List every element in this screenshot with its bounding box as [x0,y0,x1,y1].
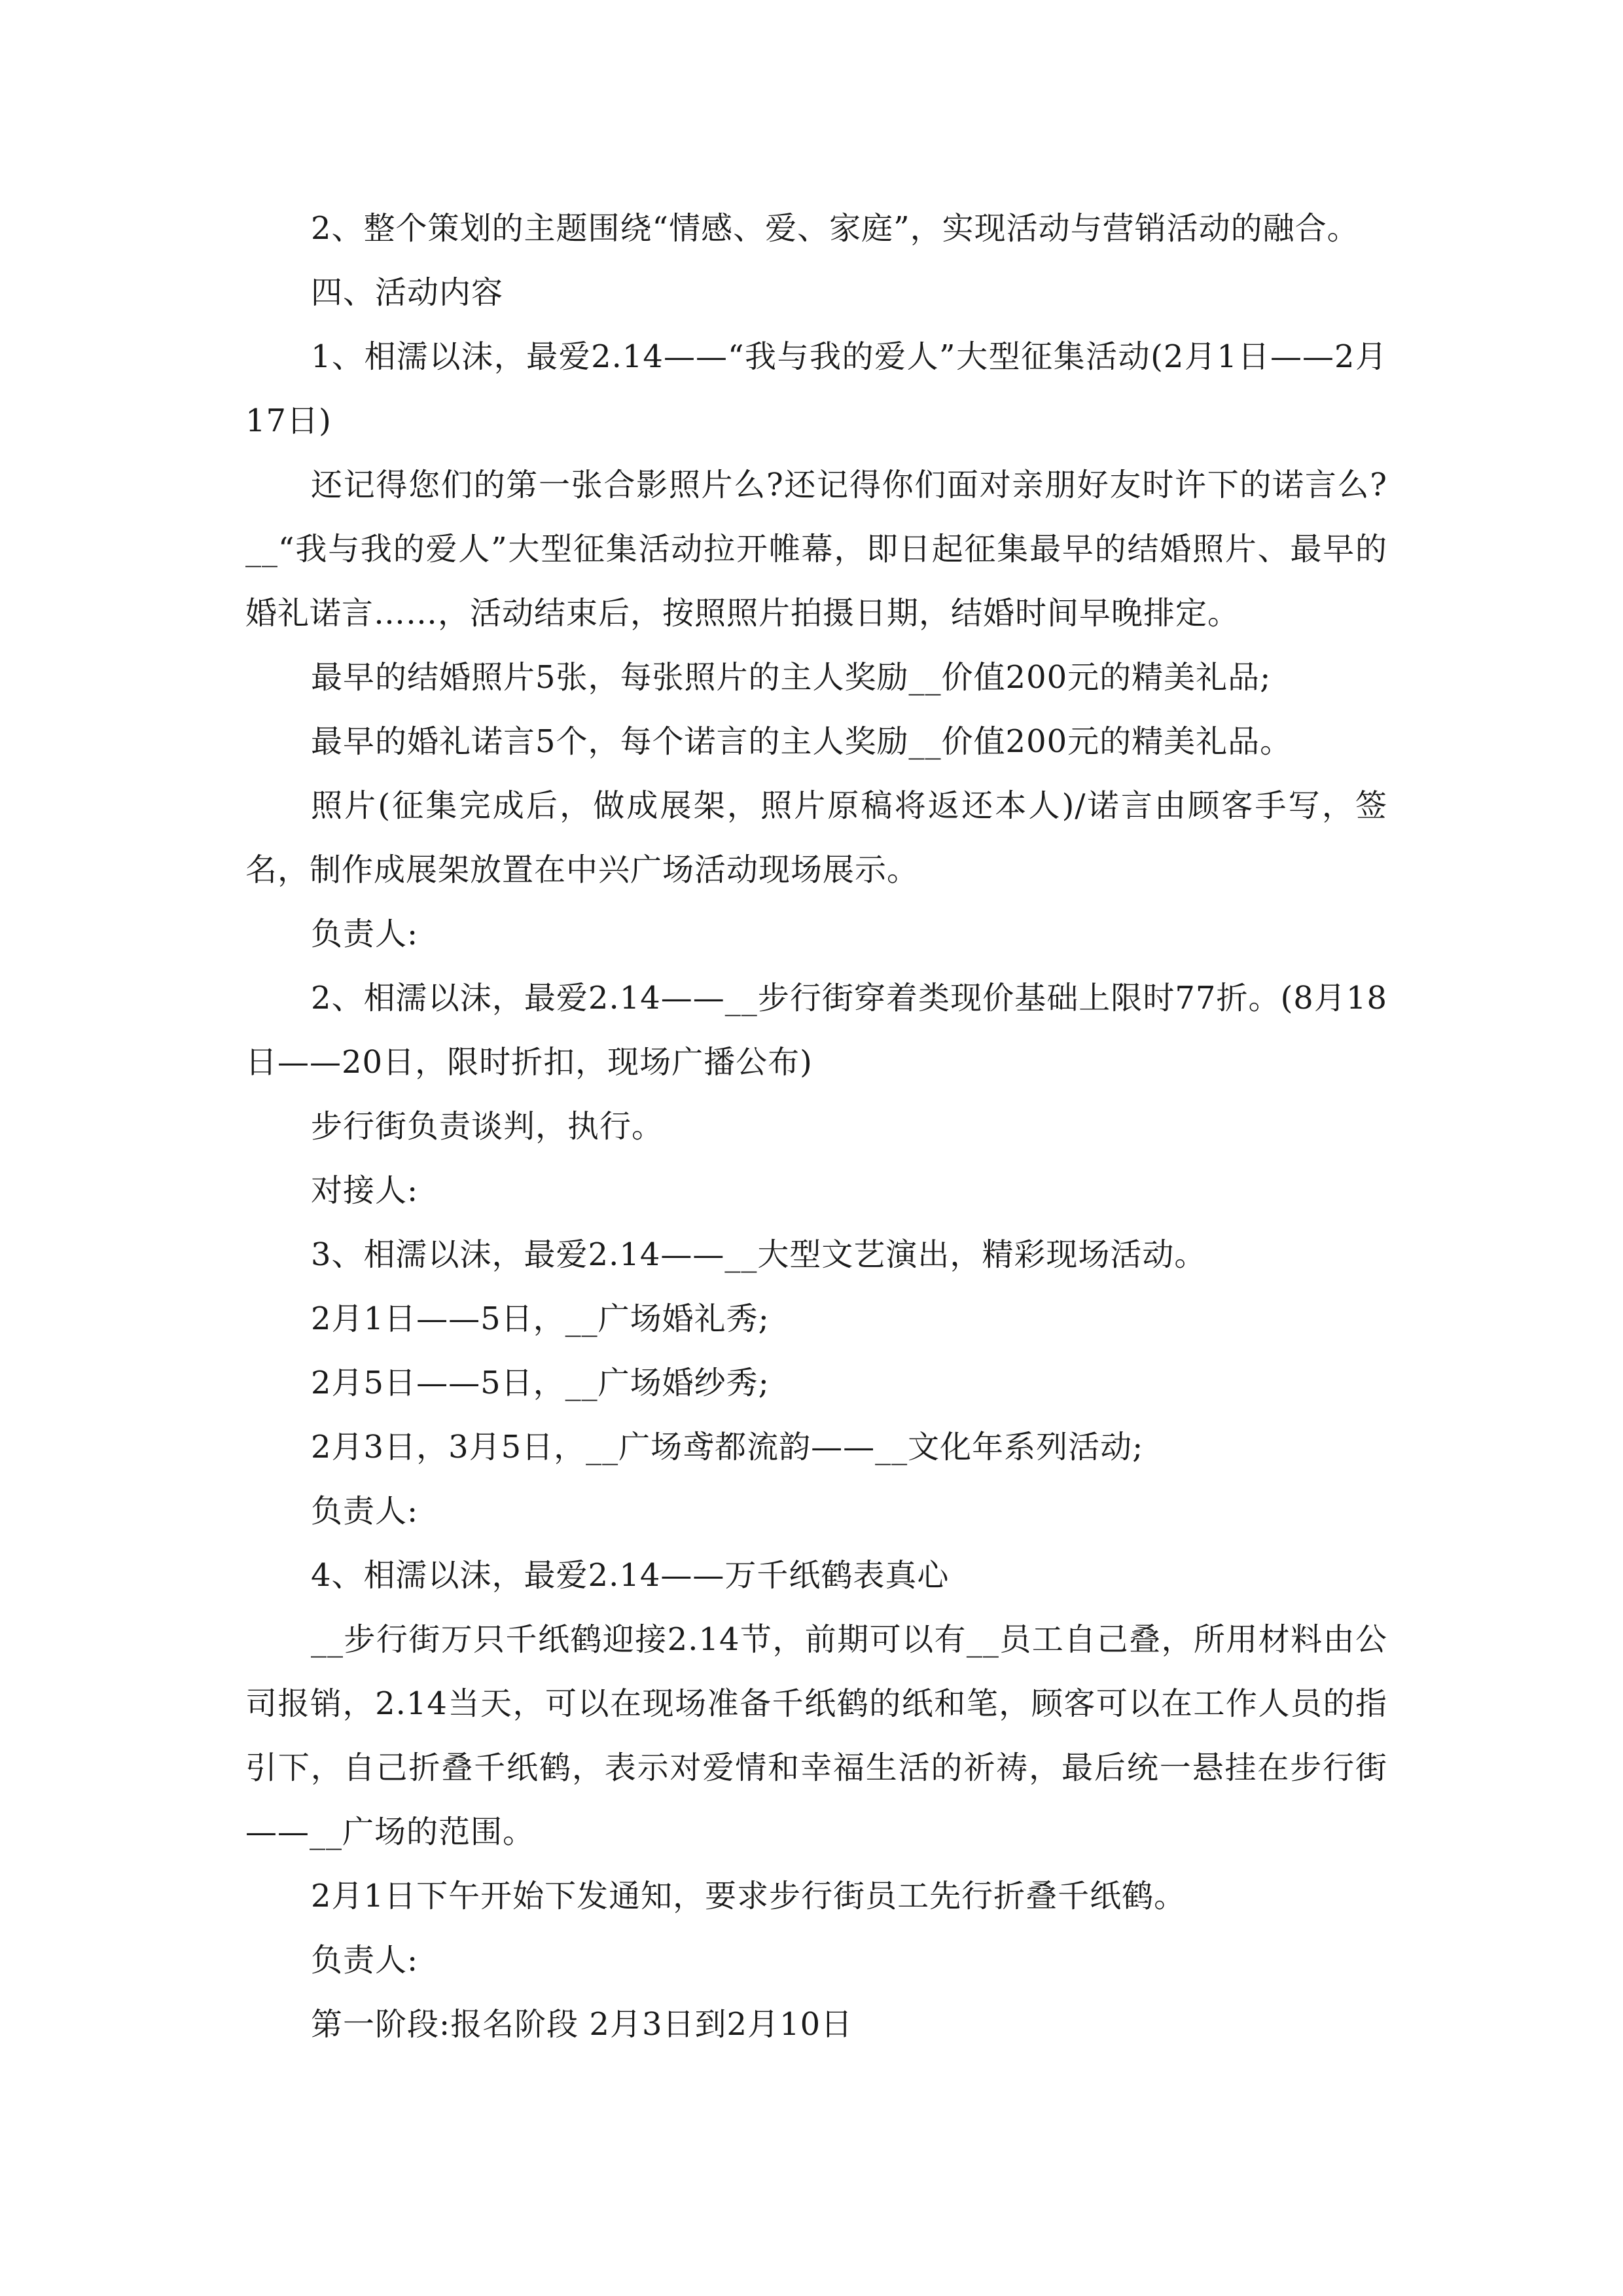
paragraph-negotiation: 步行街负责谈判，执行。 [311,1108,664,1145]
paragraph-stage-one: 第一阶段:报名阶段 2月3日到2月10日 [311,2006,853,2043]
paragraph-activity-1-description: 还记得您们的第一张合影照片么?还记得你们面对亲朋好友时许下的诺言么?__“我与我的爱人”大型征集活动拉开帷幕，即日起征集最早的结婚照片、最早的婚礼诺言……，活动结束后，按照照片拍摄日期，结婚时间早晚排定。 [245,467,1387,632]
paragraph-activity-1: 1、相濡以沫，最爱2.14——“我与我的爱人”大型征集活动(2月1日——2月17日) [245,338,1387,439]
paragraph-activity-2: 2、相濡以沫，最爱2.14——__步行街穿着类现价基础上限时77折。(8月18日——20日，限时折扣，现场广播公布) [245,980,1387,1081]
paragraph-wedding-show: 2月1日——5日，__广场婚礼秀; [311,1300,770,1337]
document-body [245,196,1387,2056]
heading-activity-content: 四、活动内容 [311,274,504,311]
paragraph-contact: 对接人: [311,1172,419,1209]
paragraph-vow-prize: 最早的婚礼诺言5个，每个诺言的主人奖励__价值200元的精美礼品。 [311,723,1293,760]
paragraph-responsible-1: 负责人: [311,916,419,952]
paragraph-responsible-2: 负责人: [311,1493,419,1530]
paragraph-dress-show: 2月5日——5日，__广场婚纱秀; [311,1365,770,1401]
paragraph-culture-series: 2月3日，3月5日，__广场鸢都流韵——__文化年系列活动; [311,1429,1144,1465]
paragraph-responsible-3: 负责人: [311,1942,419,1979]
paragraph-notice: 2月1日下午开始下发通知，要求步行街员工先行折叠千纸鹤。 [311,1878,1186,1914]
paragraph-photo-prize: 最早的结婚照片5张，每张照片的主人奖励__价值200元的精美礼品; [311,659,1272,696]
paragraph-activity-4: 4、相濡以沫，最爱2.14——万千纸鹤表真心 [311,1557,950,1594]
paragraph-paper-cranes: __步行街万只千纸鹤迎接2.14节，前期可以有__员工自己叠，所用材料由公司报销，2.14当天，可以在现场准备千纸鹤的纸和笔，顾客可以在工作人员的指引下，自己折叠千纸鹤，表示对爱情和幸福生活的祈祷，最后统一悬挂在步行街——__广场的范围。 [245,1621,1387,1850]
paragraph-display-info: 照片(征集完成后，做成展架，照片原稿将返还本人)/诺言由顾客手写，签名，制作成展架放置在中兴广场活动现场展示。 [245,787,1387,888]
paragraph-activity-3: 3、相濡以沫，最爱2.14——__大型文艺演出，精彩现场活动。 [311,1236,1207,1273]
paragraph-theme: 2、整个策划的主题围绕“情感、爱、家庭”，实现活动与营销活动的融合。 [311,210,1359,247]
